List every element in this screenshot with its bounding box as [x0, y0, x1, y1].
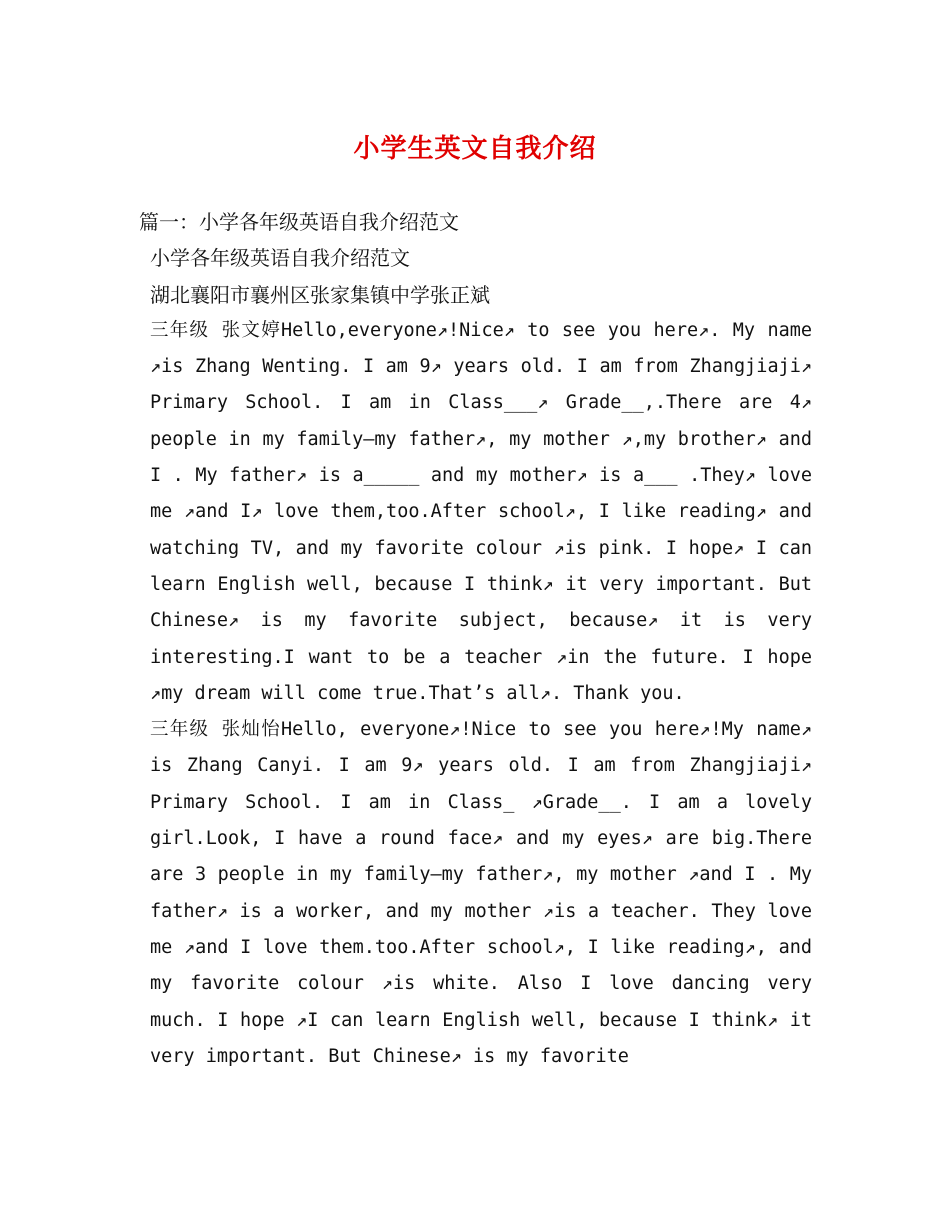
author-line: 湖北襄阳市襄州区张家集镇中学张正斌: [150, 282, 490, 307]
subtitle: 小学各年级英语自我介绍范文: [150, 246, 410, 271]
paragraph-zhang-canyi: 三年级 张灿怡Hello, everyone↗!Nice to see you here↗!My name↗ is Zhang Canyi. I am 9↗ years old. I am from Zhangjiaji↗ Primary School. I am in Class_ ↗Grade__. I am a lovely girl.Look, I have a round face↗ and my eyes↗ are big.There are 3 people in my family—my father↗, my mother ↗and I . My father↗ is a worker, and my mother ↗is a teacher. They love me ↗and I love them.too.After school↗, I like reading↗, and my favorite colour ↗is white. Also I love dancing very much. I hope ↗I can learn English well, because I think↗ it very important. But Chinese↗ is my favorite: [150, 719, 812, 1067]
paragraph-zhang-wenting: 三年级 张文婷Hello,everyone↗!Nice↗ to see you here↗. My name ↗is Zhang Wenting. I am 9↗ years old. I am from Zhangjiaji↗ Primary School. I am in Class___↗ Grade__,.There are 4↗ people in my family—my father↗, my mother ↗,my brother↗ and I . My father↗ is a_____ and my mother↗ is a___ .They↗ love me ↗and I↗ love them,too.After school↗, I like reading↗ and watching TV, and my favorite colour ↗is pink. I hope↗ I can learn English well, because I think↗ it very important. But Chinese↗ is my favorite subject, because↗ it is very interesting.I want to be a teacher ↗in the future. I hope ↗my dream will come true.That’s all↗. Thank you.: [150, 319, 812, 704]
document-title: 小学生英文自我介绍: [353, 134, 597, 164]
document-body: [139, 204, 812, 1075]
section-heading: 篇一：小学各年级英语自我介绍范文: [139, 210, 459, 234]
